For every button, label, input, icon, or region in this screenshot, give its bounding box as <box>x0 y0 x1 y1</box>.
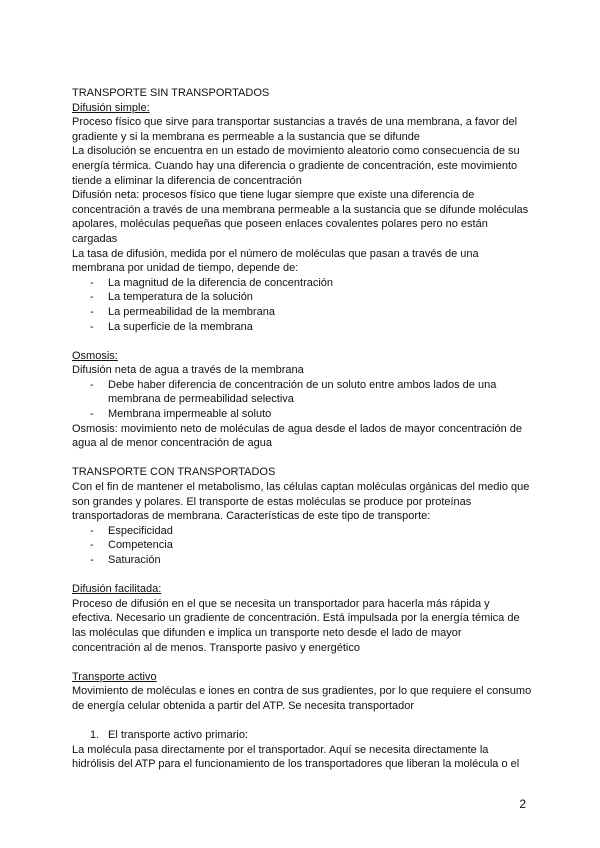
list-item: - Saturación <box>72 553 532 568</box>
list-item <box>72 728 532 743</box>
list-item-text: El transporte activo primario: <box>108 729 248 742</box>
list-item: - Especificidad <box>72 524 532 539</box>
paragraph: Difusión neta de agua a través de la membrana <box>72 364 304 377</box>
list-item: - La magnitud de la diferencia de concentración <box>72 276 532 291</box>
subheading-difusion-simple: Difusión simple: <box>72 101 150 114</box>
factors-list <box>72 276 532 334</box>
paragraph: Con el fin de mantener el metabolismo, las células captan moléculas orgánicas del medio que son grandes y polares. El transporte de estas moléculas se produce por proteínas transportadoras de membrana. Características de este tipo de transporte: <box>72 481 530 523</box>
numbered-list <box>72 728 532 743</box>
paragraph: La molécula pasa directamente por el transportador. Aquí se necesita directamente la hidrólisis del ATP para el funcionamiento de los transportadores que liberan la molécula o el <box>72 743 520 771</box>
page-number: 2 <box>519 797 526 811</box>
subheading-difusion-facilitada: Difusión facilitada: <box>72 583 162 596</box>
paragraph: Proceso de difusión en el que se necesita un transportador para hacerla más rápida y efectiva. Necesario un gradiente de concentración. Está impulsada por la energía témica de las moléculas que difunden e implica un transporte neto desde el lado de mayor concentración al de menos. Transporte pasivo y energético <box>72 597 520 654</box>
osmosis-list <box>72 378 532 422</box>
list-item: - La permeabilidad de la membrana <box>72 305 532 320</box>
list-number: 1. <box>90 729 100 742</box>
characteristics-list <box>72 524 532 568</box>
section-heading-sin-transportados: TRANSPORTE SIN TRANSPORTADOS <box>72 87 270 99</box>
paragraph: La tasa de difusión, medida por el número de moléculas que pasan a través de una membrana por unidad de tiempo, depende de: <box>72 247 479 275</box>
paragraph: Osmosis: movimiento neto de moléculas de agua desde el lados de mayor concentración de agua al de menor concentración de agua <box>72 422 523 450</box>
list-item: - La temperatura de la solución <box>72 290 532 305</box>
subheading-transporte-activo: Transporte activo <box>72 670 157 683</box>
list-item: - Debe haber diferencia de concentración de un soluto entre ambos lados de una membrana de permeabilidad selectiva <box>72 378 532 407</box>
list-item: - Competencia <box>72 538 532 553</box>
page-content <box>72 86 532 772</box>
paragraph: Movimiento de moléculas e iones en contra de sus gradientes, por lo que requiere el consumo de energía celular obtenida a partir del ATP. Se necesita transportador <box>72 685 532 712</box>
paragraph: Proceso físico que sirve para transportar sustancias a través de una membrana, a favor del gradiente y si la membrana es permeable a la sustancia que se difunde <box>72 116 518 143</box>
list-item: - La superficie de la membrana <box>72 320 532 335</box>
subheading-osmosis: Osmosis: <box>72 349 118 362</box>
section-heading-con-transportados: TRANSPORTE CON TRANSPORTADOS <box>72 466 276 479</box>
list-item: - Membrana impermeable al soluto <box>72 407 532 422</box>
paragraph: Difusión neta: procesos físico que tiene lugar siempre que existe una diferencia de concentración a través de una membrana permeable a la sustancia que se difunde moléculas apolares, moléculas pequeñas que poseen enlaces covalentes polares pero no están cargadas <box>72 189 529 245</box>
paragraph: La disolución se encuentra en un estado de movimiento aleatorio como consecuencia de su energía térmica. Cuando hay una diferencia o gradiente de concentración, este movimiento tiende a eliminar la diferencia de concentración <box>72 145 520 187</box>
